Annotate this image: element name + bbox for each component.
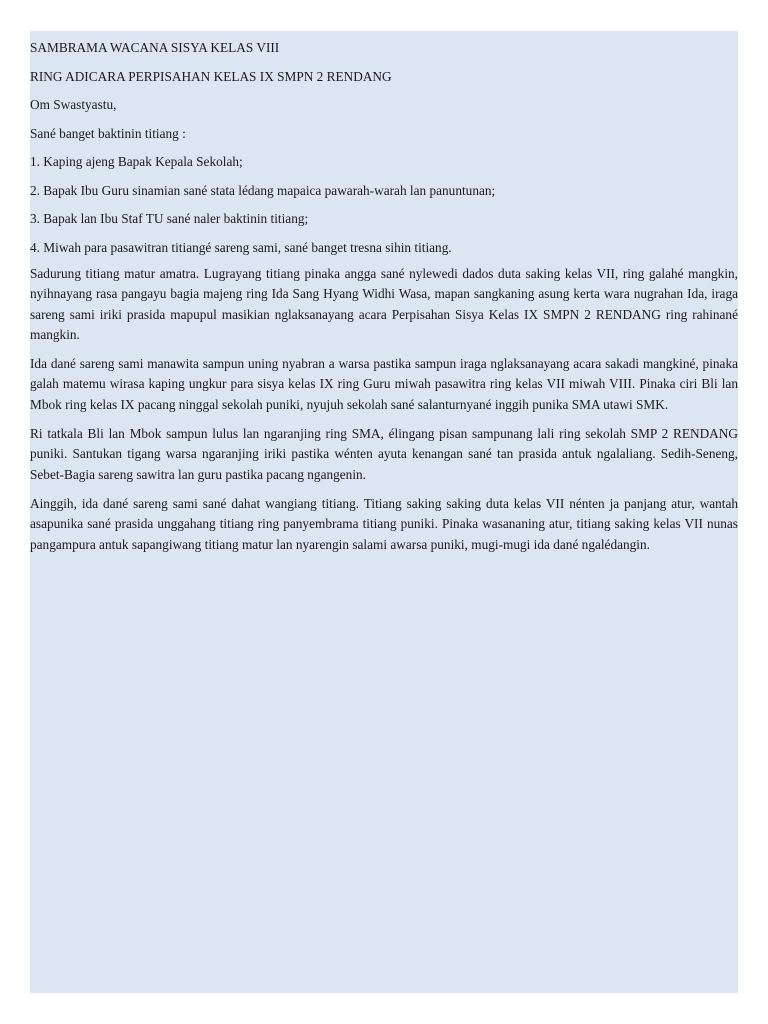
body-paragraph: Ainggih, ida dané sareng sami sané dahat wangiang titiang. Titiang saking saking duta kelas VII nénten ja panjang atur, wantah asapunika sané prasida unggahang titiang ring panyembrama titiang puniki. Pinaka wasananing atur, titiang saking kelas VII nunas pangampura antuk sapangiwang titiang matur lan nyarengin salami awarsa puniki, mugi-mugi ida dané ngalédangin. (30, 495, 738, 552)
list-item: 3. Bapak lan Ibu Staf TU sané naler baktinin titiang; (30, 211, 309, 226)
body-paragraph: Ida dané sareng sami manawita sampun uning nyabran a warsa pastika sampun iraga nglaksanayang acara sakadi mangkiné, pinaka galah matemu wirasa kaping ungkur para sisya kelas IX ring Guru miwah pasawitra ring kelas VII miwah VIII. Pinaka ciri Bli lan Mbok ring kelas IX pacang ninggal sekolah puniki, nyujuh sekolah sané salanturnyané inggih punika SMA utawi SMK. (30, 356, 738, 412)
body-paragraph: Ri tatkala Bli lan Mbok sampun lulus lan ngaranjing ring SMA, élingang pisan sampunang lali ring sekolah SMP 2 RENDANG puniki. Santukan tigang warsa ngaranjing iriki pastika wénten ayuta kenangan sané tan prasida antuk ngalaliang. Sedih-Seneng, Sebet-Bagia sareng sawitra lan guru pastika pacang ngangenin. (30, 426, 738, 482)
list-item: 1. Kaping ajeng Bapak Kepala Sekolah; (30, 154, 243, 169)
list-item: 2. Bapak Ibu Guru sinamian sané stata lédang mapaica pawarah-warah lan panuntunan; (30, 182, 496, 198)
list-item: 4. Miwah para pasawitran titiangé sareng sami, sané banget tresna sihin titiang. (30, 239, 452, 255)
greeting-line: Om Swastyastu, (30, 97, 117, 112)
document-title-line-2: RING ADICARA PERPISAHAN KELAS IX SMPN 2 RENDANG (30, 68, 392, 84)
document-page (30, 31, 738, 993)
respect-line: Sané banget baktinin titiang : (30, 125, 186, 141)
document-title-line-1: SAMBRAMA WACANA SISYA KELAS VIII (30, 40, 280, 55)
body-paragraph: Sadurung titiang matur amatra. Lugrayang titiang pinaka angga sané nylewedi dados duta saking kelas VII, ring galahé mangkin, nyihnayang rasa pangayu bagia majeng ring Ida Sang Hyang Widhi Wasa, mapan sangkaning asung kerta wara nugrahan Ida, iraga sareng sami iriki prasida mapupul masikian nglaksanayang acara Perpisahan Sisya Kelas IX SMPN 2 RENDANG ring rahinané mangkin. (30, 266, 738, 342)
